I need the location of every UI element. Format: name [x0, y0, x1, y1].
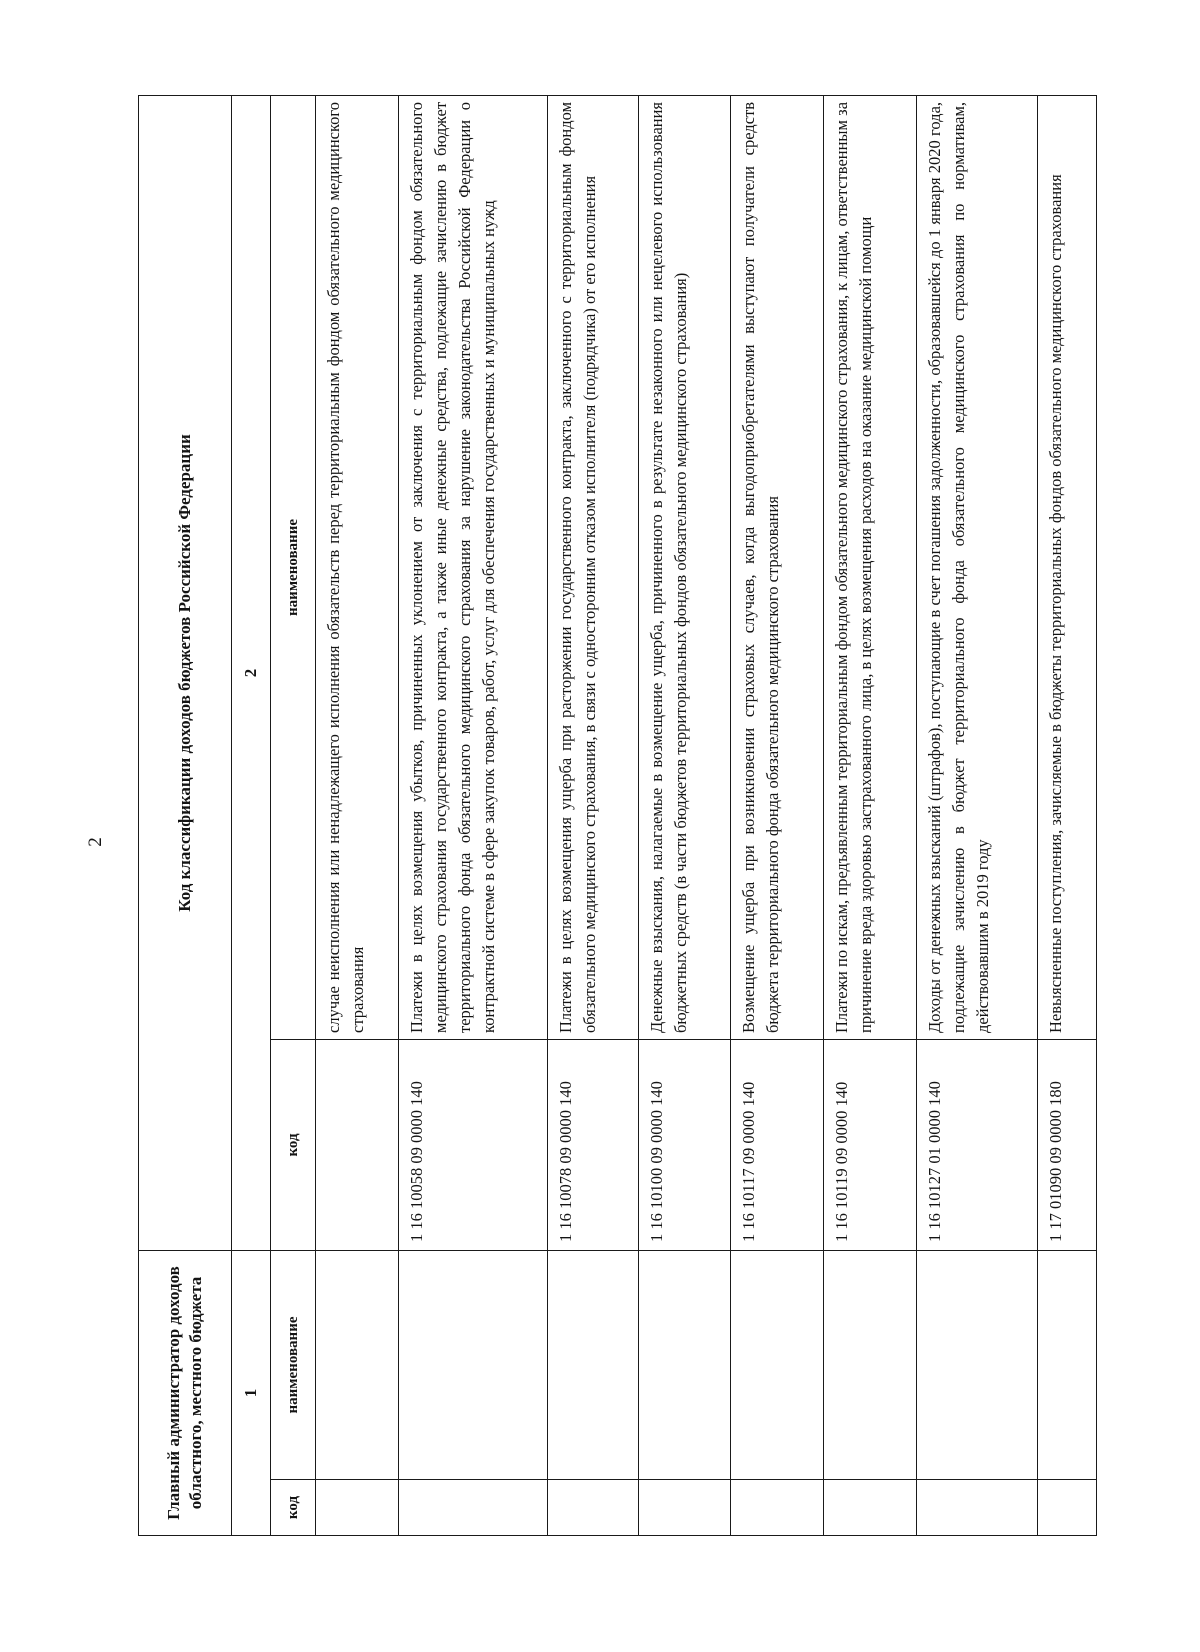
- admin-code-cell: [731, 1480, 824, 1536]
- header-classification-number: 2: [232, 95, 271, 1250]
- table-row: [824, 95, 917, 1535]
- table-row: [639, 95, 731, 1535]
- table-row: [548, 95, 639, 1535]
- admin-name-cell: [639, 1250, 731, 1479]
- table-row: [316, 95, 399, 1535]
- name-cell: Платежи по искам, предъявленным территориальным фондом обязательного медицинского страхования, к лицам, ответственным за причинение вреда здоровью застрахованного лица, в целях возмещения расходов на оказание медицинской помощи: [824, 95, 917, 1039]
- revenue-classification-table: [138, 95, 1097, 1536]
- code-cell: 1 16 10078 09 0000 140: [548, 1039, 639, 1250]
- code-cell: 1 16 10058 09 0000 140: [399, 1039, 548, 1250]
- code-cell: 1 17 01090 09 0000 180: [1038, 1039, 1097, 1250]
- admin-name-cell: [399, 1250, 548, 1479]
- admin-name-cell: [731, 1250, 824, 1479]
- header-classification-group: Код классификации доходов бюджетов Российской Федерации: [139, 95, 232, 1250]
- name-cell: случае неисполнения или ненадлежащего исполнения обязательств перед территориальным фондом обязательного медицинского страхования: [316, 95, 399, 1039]
- code-cell: 1 16 10119 09 0000 140: [824, 1039, 917, 1250]
- header-admin-code: код: [271, 1480, 316, 1536]
- admin-code-cell: [316, 1480, 399, 1536]
- admin-code-cell: [1038, 1480, 1097, 1536]
- table-row: [917, 95, 1038, 1535]
- admin-code-cell: [548, 1480, 639, 1536]
- admin-code-cell: [917, 1480, 1038, 1536]
- header-admin-group: Главный администратор доходов областного, местного бюджета: [139, 1250, 232, 1535]
- admin-name-cell: [917, 1250, 1038, 1479]
- header-admin-number: 1: [232, 1250, 271, 1535]
- table-row: [731, 95, 824, 1535]
- name-cell: Платежи в целях возмещения убытков, причиненных уклонением от заключения с территориальным фондом обязательного медицинского страхования государственного контракта, а также иные денежные средства, подлежащие зачислению в бюджет территориального фонда обязательного медицинского страхования за нарушение законодательства Российской Федерации о контрактной системе в сфере закупок товаров, работ, услуг для обеспечения государственных и муниципальных нужд: [399, 95, 548, 1039]
- code-cell: [316, 1039, 399, 1250]
- rotated-table-container: [138, 96, 1083, 1536]
- table-row: [399, 95, 548, 1535]
- admin-code-cell: [824, 1480, 917, 1536]
- code-cell: 1 16 10127 01 0000 140: [917, 1039, 1038, 1250]
- admin-code-cell: [639, 1480, 731, 1536]
- table-row: [1038, 95, 1097, 1535]
- header-name: наименование: [271, 95, 316, 1039]
- code-cell: 1 16 10100 09 0000 140: [639, 1039, 731, 1250]
- admin-name-cell: [1038, 1250, 1097, 1479]
- admin-name-cell: [824, 1250, 917, 1479]
- admin-name-cell: [548, 1250, 639, 1479]
- page-number: 2: [85, 837, 106, 847]
- header-code: код: [271, 1039, 316, 1250]
- header-admin-name: наименование: [271, 1250, 316, 1479]
- name-cell: Возмещение ущерба при возникновении страховых случаев, когда выгодоприобретателями выступают получатели средств бюджета территориального фонда обязательного медицинского страхования: [731, 95, 824, 1039]
- name-cell: Невыясненные поступления, зачисляемые в бюджеты территориальных фондов обязательного медицинского страхования: [1038, 95, 1097, 1039]
- admin-name-cell: [316, 1250, 399, 1479]
- name-cell: Денежные взыскания, налагаемые в возмещение ущерба, причиненного в результате незаконного или нецелевого использования бюджетных средств (в части бюджетов территориальных фондов обязательного медицинского страхования): [639, 95, 731, 1039]
- admin-code-cell: [399, 1480, 548, 1536]
- name-cell: Доходы от денежных взысканий (штрафов), поступающие в счет погашения задолженности, образовавшейся до 1 января 2020 года, подлежащие зачислению в бюджет территориального фонда обязательного медицинского страхования по нормативам, действовавшим в 2019 году: [917, 95, 1038, 1039]
- name-cell: Платежи в целях возмещения ущерба при расторжении государственного контракта, заключенного с территориальным фондом обязательного медицинского страхования, в связи с односторонним отказом исполнителя (подрядчика) от его исполнения: [548, 95, 639, 1039]
- code-cell: 1 16 10117 09 0000 140: [731, 1039, 824, 1250]
